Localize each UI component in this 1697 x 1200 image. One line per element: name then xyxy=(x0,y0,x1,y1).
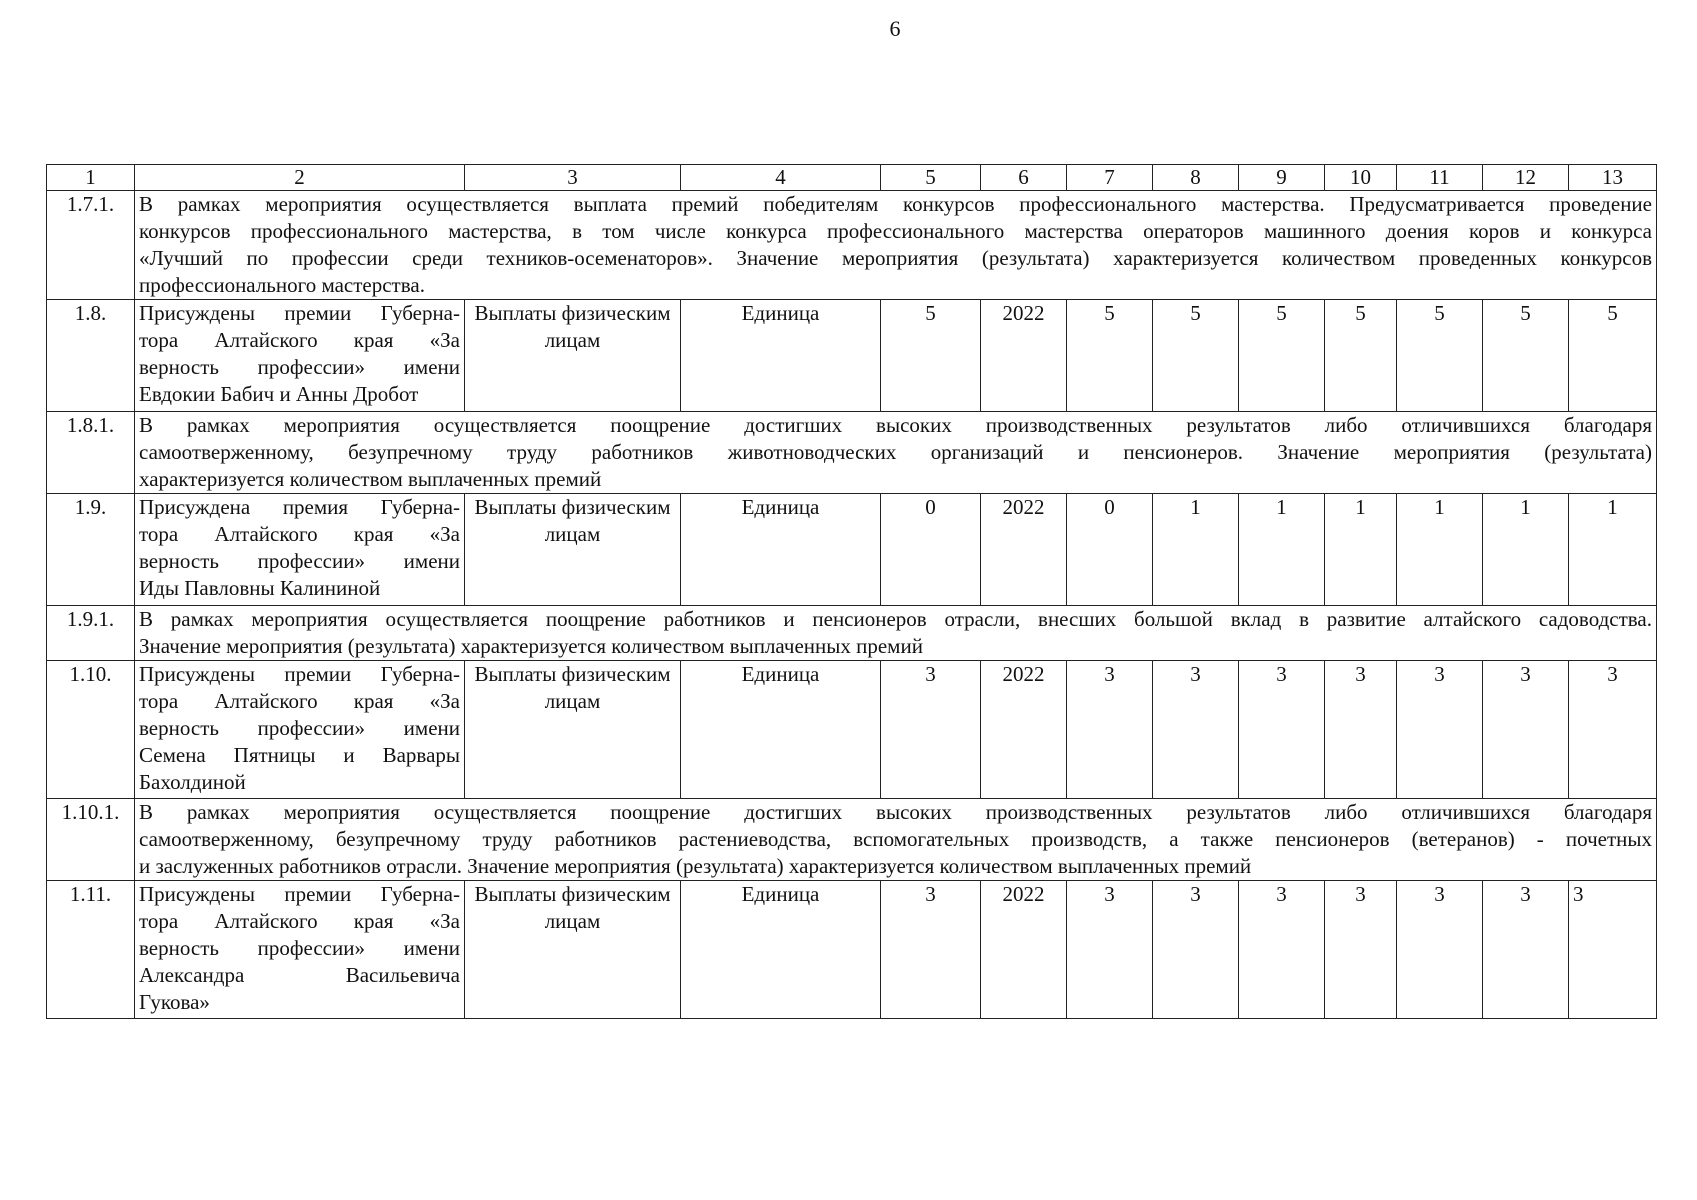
name-line: тора Алтайского края «За xyxy=(139,689,460,713)
measure-name xyxy=(135,494,465,606)
header-cell: 5 xyxy=(881,165,981,191)
row-code: 1.8.1. xyxy=(47,412,135,494)
expense-type: Выплаты физическим лицам xyxy=(465,661,681,799)
header-cell: 4 xyxy=(681,165,881,191)
row-code: 1.11. xyxy=(47,881,135,1019)
expense-type: Выплаты физическим лицам xyxy=(465,494,681,606)
description-row xyxy=(47,191,1657,300)
name-line: Присуждены премии Губерна- xyxy=(139,882,460,906)
value-cell: 3 xyxy=(1067,661,1153,799)
value-cell: 3 xyxy=(1569,881,1657,1019)
header-row xyxy=(47,165,1657,191)
description-line: Значение мероприятия (результата) характеризуется количеством выплаченных премий xyxy=(139,634,923,658)
header-cell: 7 xyxy=(1067,165,1153,191)
description-line: самоотверженному, безупречному труду работников животноводческих организаций и пенсионеров. Значение мероприятия (результата) xyxy=(139,440,1652,464)
value-cell: 3 xyxy=(1483,881,1569,1019)
name-line: верность профессии» имени xyxy=(139,936,460,960)
description-line: «Лучший по профессии среди техников-осеменаторов». Значение мероприятия (результата) характеризуется количеством проведенных конкурсов xyxy=(139,246,1652,270)
name-line: тора Алтайского края «За xyxy=(139,522,460,546)
value-cell: 1 xyxy=(1239,494,1325,606)
header-cell: 11 xyxy=(1397,165,1483,191)
header-cell: 10 xyxy=(1325,165,1397,191)
row-description xyxy=(135,191,1657,300)
header-cell: 9 xyxy=(1239,165,1325,191)
value-cell: 2022 xyxy=(981,661,1067,799)
description-line: В рамках мероприятия осуществляется выплата премий победителям конкурсов профессионального мастерства. Предусматривается проведение xyxy=(139,192,1652,216)
description-line: и заслуженных работников отрасли. Значение мероприятия (результата) характеризуется количеством выплаченных премий xyxy=(139,854,1252,878)
value-cell: 2022 xyxy=(981,300,1067,412)
description-line: характеризуется количеством выплаченных премий xyxy=(139,467,602,491)
value-cell: 0 xyxy=(1067,494,1153,606)
measure-name xyxy=(135,300,465,412)
page-number: 6 xyxy=(889,16,901,41)
value-cell: 3 xyxy=(1483,661,1569,799)
description-row xyxy=(47,799,1657,881)
value-cell: 1 xyxy=(1483,494,1569,606)
unit: Единица xyxy=(681,661,881,799)
measure-row xyxy=(47,881,1657,1019)
row-code: 1.7.1. xyxy=(47,191,135,300)
name-line: Присуждены премии Губерна- xyxy=(139,301,460,325)
value-cell: 3 xyxy=(881,661,981,799)
name-line: тора Алтайского края «За xyxy=(139,328,460,352)
value-cell: 3 xyxy=(1239,661,1325,799)
measures-table xyxy=(46,164,1657,1019)
name-line: Гукова» xyxy=(139,990,210,1014)
name-line: Семена Пятницы и Варвары xyxy=(139,743,460,767)
header-cell: 8 xyxy=(1153,165,1239,191)
value-cell: 3 xyxy=(1067,881,1153,1019)
value-cell: 5 xyxy=(1239,300,1325,412)
header-cell: 2 xyxy=(135,165,465,191)
value-cell: 3 xyxy=(1153,661,1239,799)
measure-name xyxy=(135,881,465,1019)
description-row xyxy=(47,606,1657,661)
value-cell: 5 xyxy=(881,300,981,412)
value-cell: 5 xyxy=(1153,300,1239,412)
name-line: Присуждена премия Губерна- xyxy=(139,495,460,519)
name-line: верность профессии» имени xyxy=(139,716,460,740)
description-line: В рамках мероприятия осуществляется поощрение достигших высоких производственных результатов либо отличившихся благодаря xyxy=(139,413,1652,437)
description-line: В рамках мероприятия осуществляется поощрение достигших высоких производственных результатов либо отличившихся благодаря xyxy=(139,800,1652,824)
value-cell: 0 xyxy=(881,494,981,606)
header-cell: 3 xyxy=(465,165,681,191)
value-cell: 3 xyxy=(881,881,981,1019)
value-cell: 3 xyxy=(1397,661,1483,799)
value-cell: 3 xyxy=(1153,881,1239,1019)
measure-row xyxy=(47,494,1657,606)
value-cell: 1 xyxy=(1325,494,1397,606)
description-line: самоотверженному, безупречному труду работников растениеводства, вспомогательных производств, а также пенсионеров (ветеранов) - почетных xyxy=(139,827,1652,851)
description-line: конкурсов профессионального мастерства, в том числе конкурса профессионального мастерства операторов машинного доения коров и конкурса xyxy=(139,219,1652,243)
name-line: Присуждены премии Губерна- xyxy=(139,662,460,686)
description-line: профессионального мастерства. xyxy=(139,273,425,297)
value-cell: 3 xyxy=(1325,881,1397,1019)
name-line: тора Алтайского края «За xyxy=(139,909,460,933)
measure-row xyxy=(47,300,1657,412)
row-description xyxy=(135,412,1657,494)
measure-row xyxy=(47,661,1657,799)
value-cell: 5 xyxy=(1397,300,1483,412)
name-line: Бахолдиной xyxy=(139,770,246,794)
expense-type: Выплаты физическим лицам xyxy=(465,881,681,1019)
description-line: В рамках мероприятия осуществляется поощрение работников и пенсионеров отрасли, внесших большой вклад в развитие алтайского садоводства. xyxy=(139,607,1652,631)
value-cell: 5 xyxy=(1569,300,1657,412)
unit: Единица xyxy=(681,300,881,412)
value-cell: 2022 xyxy=(981,494,1067,606)
measure-name xyxy=(135,661,465,799)
row-description xyxy=(135,799,1657,881)
name-line: верность профессии» имени xyxy=(139,549,460,573)
row-code: 1.10.1. xyxy=(47,799,135,881)
value-cell: 5 xyxy=(1067,300,1153,412)
value-cell: 2022 xyxy=(981,881,1067,1019)
value-cell: 1 xyxy=(1153,494,1239,606)
name-line: Иды Павловны Калининой xyxy=(139,576,381,600)
value-cell: 1 xyxy=(1397,494,1483,606)
name-line: Евдокии Бабич и Анны Дробот xyxy=(139,382,419,406)
row-code: 1.8. xyxy=(47,300,135,412)
value-cell: 3 xyxy=(1397,881,1483,1019)
unit: Единица xyxy=(681,881,881,1019)
header-cell: 12 xyxy=(1483,165,1569,191)
expense-type: Выплаты физическим лицам xyxy=(465,300,681,412)
value-cell: 5 xyxy=(1483,300,1569,412)
row-code: 1.9. xyxy=(47,494,135,606)
name-line: Александра Васильевича xyxy=(139,963,460,987)
value-cell: 1 xyxy=(1569,494,1657,606)
row-code: 1.10. xyxy=(47,661,135,799)
description-row xyxy=(47,412,1657,494)
value-cell: 5 xyxy=(1325,300,1397,412)
header-cell: 13 xyxy=(1569,165,1657,191)
name-line: верность профессии» имени xyxy=(139,355,460,379)
header-cell: 1 xyxy=(47,165,135,191)
unit: Единица xyxy=(681,494,881,606)
header-cell: 6 xyxy=(981,165,1067,191)
value-cell: 3 xyxy=(1325,661,1397,799)
row-code: 1.9.1. xyxy=(47,606,135,661)
value-cell: 3 xyxy=(1239,881,1325,1019)
row-description xyxy=(135,606,1657,661)
value-cell: 3 xyxy=(1569,661,1657,799)
